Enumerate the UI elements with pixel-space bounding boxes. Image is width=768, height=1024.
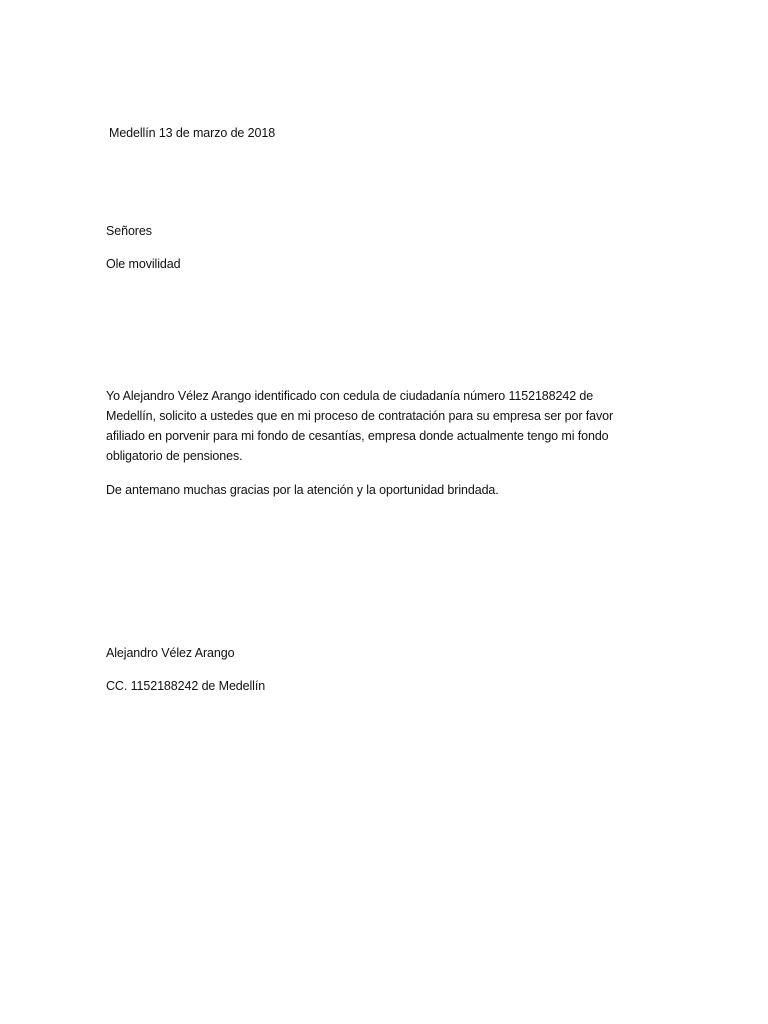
body-line: obligatorio de pensiones.: [106, 449, 243, 463]
signature-id: CC. 1152188242 de Medellín: [106, 679, 266, 693]
letter-body-paragraph: [106, 386, 646, 466]
body-line: Medellín, solicito a ustedes que en mi proceso de contratación para su empresa ser por favor: [106, 409, 614, 423]
body-line: Yo Alejandro Vélez Arango identificado con cedula de ciudadanía número 1152188242 de: [106, 389, 594, 403]
letter-date: Medellín 13 de marzo de 2018: [109, 126, 276, 140]
letter-thanks: De antemano muchas gracias por la atención y la oportunidad brindada.: [106, 483, 499, 497]
body-line: afiliado en porvenir para mi fondo de cesantías, empresa donde actualmente tengo mi fondo: [106, 429, 609, 443]
signature-name: Alejandro Vélez Arango: [106, 646, 235, 660]
letter-salutation: Señores: [106, 224, 152, 238]
letter-recipient: Ole movilidad: [106, 257, 181, 271]
